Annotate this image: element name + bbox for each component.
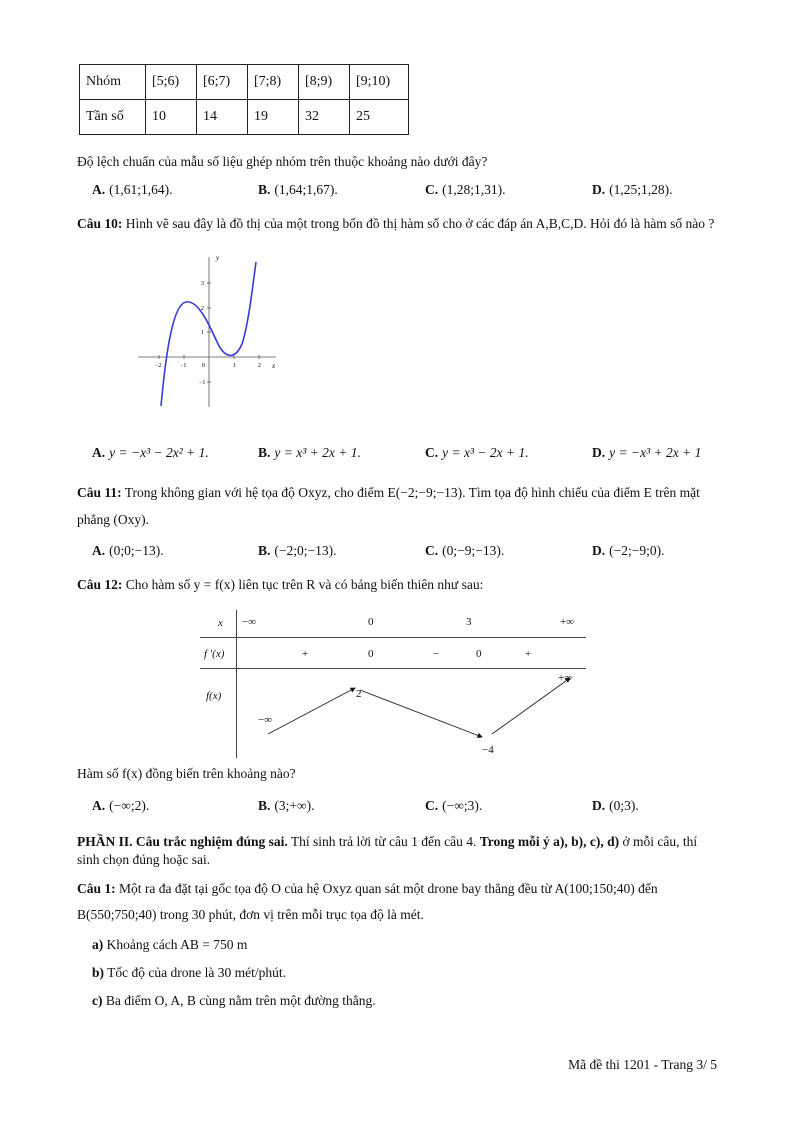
decreasing-arrow — [360, 690, 482, 737]
derivative-sign: + — [302, 648, 309, 660]
question-text: Một ra đa đặt tại gốc tọa độ O của hệ Oxyz quan sát một drone bay thẳng đều từ A(100;150;40) đến B(550;750;40) trong 30 phút, đơn vị trên mỗi trục tọa độ là mét. — [77, 881, 658, 922]
function-value: −4 — [482, 744, 494, 756]
p2q1-item-c[interactable]: c) Ba điểm O, A, B cùng nằm trên một đường thẳng. — [92, 993, 376, 1008]
derivative-sign: 0 — [368, 648, 374, 660]
q12-stem — [77, 575, 717, 596]
function-value: 2 — [356, 688, 362, 700]
table-cell: 25 — [350, 100, 409, 135]
q9-option-d[interactable]: D. (1,25;1,28). — [592, 182, 673, 197]
table-cell: [9;10) — [350, 65, 409, 100]
q11-option-c[interactable]: C. (0;−9;−13). — [425, 543, 505, 558]
x-value: +∞ — [560, 616, 575, 628]
q12-option-b[interactable]: B. (3;+∞). — [258, 798, 315, 813]
function-row-label: f(x) — [206, 690, 222, 702]
p2q1-item-a[interactable]: a) Khoảng cách AB = 750 m — [92, 937, 248, 952]
p2q1-stem — [77, 876, 717, 927]
derivative-sign: 0 — [476, 648, 482, 660]
y-axis-label: y — [216, 254, 220, 262]
variation-arrows — [200, 610, 590, 760]
increasing-arrow — [492, 678, 570, 734]
table-cell: [5;6) — [146, 65, 197, 100]
q12-options — [92, 798, 732, 820]
x-value: 3 — [466, 616, 472, 628]
q11-option-a[interactable]: A. (0;0;−13). — [92, 543, 164, 558]
x-tick-label: 0 — [202, 363, 205, 369]
table-row — [80, 100, 409, 135]
frequency-table — [79, 64, 409, 135]
part2-title: PHẦN II. Câu trắc nghiệm đúng sai. — [77, 834, 288, 849]
x-value: 0 — [368, 616, 374, 628]
question-text: Cho hàm số y = f(x) liên tục trên R và có bảng biến thiên như sau: — [125, 577, 484, 592]
y-tick-label: 1 — [201, 330, 204, 336]
q12-option-d[interactable]: D. (0;3). — [592, 798, 639, 813]
derivative-row-label: f '(x) — [204, 648, 225, 660]
y-tick-label: −1 — [199, 380, 206, 386]
question-text: Hình vẽ sau đây là đồ thị của một trong bốn đồ thị hàm số cho ở các đáp án A,B,C,D. Hỏi đó là hàm số nào ? — [125, 216, 715, 231]
y-tick-label: 3 — [201, 281, 204, 287]
y-tick-label: 2 — [201, 306, 204, 312]
part2-emphasis: Trong mỗi ý a), b), c), d) — [479, 834, 620, 849]
part2-intro2: ở mỗi câu, thí sinh chọn đúng hoặc sai. — [77, 834, 698, 867]
x-value: −∞ — [242, 616, 257, 628]
q9-option-c[interactable]: C. (1,28;1,31). — [425, 182, 506, 197]
x-row-label: x — [218, 617, 223, 629]
table-cell: 14 — [197, 100, 248, 135]
q11-option-b[interactable]: B. (−2;0;−13). — [258, 543, 337, 558]
q12-question: Hàm số f(x) đồng biến trên khoảng nào? — [77, 766, 296, 781]
function-value: +∞ — [558, 672, 573, 684]
table-cell: [7;8) — [248, 65, 299, 100]
q10-option-a[interactable]: A. y = −x³ − 2x² + 1. — [92, 445, 209, 460]
question-number: Câu 11: — [77, 485, 122, 500]
q10-option-d[interactable]: D. y = −x³ + 2x + 1 — [592, 445, 702, 460]
q10-option-b[interactable]: B. y = x³ + 2x + 1. — [258, 445, 361, 460]
page-footer: Mã đề thi 1201 - Trang 3/ 5 — [568, 1057, 717, 1072]
table-cell: 19 — [248, 100, 299, 135]
q11-options — [92, 543, 732, 565]
q10-options — [92, 445, 732, 467]
q9-text: Độ lệch chuẩn của mẫu số liệu ghép nhóm trên thuộc khoảng nào dưới đây? — [77, 154, 488, 169]
function-graph — [138, 252, 283, 412]
function-value: −∞ — [258, 714, 273, 726]
x-tick-label: 1 — [233, 363, 236, 369]
x-tick-label: −2 — [155, 363, 162, 369]
function-curve — [161, 262, 256, 406]
table-header-cell: Nhóm — [80, 65, 146, 100]
derivative-sign: + — [525, 648, 532, 660]
q10-option-c[interactable]: C. y = x³ − 2x + 1. — [425, 445, 529, 460]
p2q1-item-b[interactable]: b) Tốc độ của drone là 30 mét/phút. — [92, 965, 286, 980]
variation-table — [200, 610, 590, 760]
table-row — [80, 65, 409, 100]
q12-option-a[interactable]: A. (−∞;2). — [92, 798, 150, 813]
x-axis-label: x — [272, 362, 276, 370]
question-number: Câu 10: — [77, 216, 123, 231]
table-header-cell: Tần số — [80, 100, 146, 135]
q12-option-c[interactable]: C. (−∞;3). — [425, 798, 483, 813]
table-cell: [6;7) — [197, 65, 248, 100]
derivative-sign: − — [433, 648, 440, 660]
q9-option-a[interactable]: A. (1,61;1,64). — [92, 182, 173, 197]
table-cell: 32 — [299, 100, 350, 135]
part2-intro: Thí sinh trả lời từ câu 1 đến câu 4. — [287, 834, 480, 849]
x-tick-label: −1 — [180, 363, 187, 369]
q11-option-d[interactable]: D. (−2;−9;0). — [592, 543, 665, 558]
q10-stem — [77, 214, 717, 235]
question-number: Câu 1: — [77, 881, 116, 896]
q9-option-b[interactable]: B. (1,64;1,67). — [258, 182, 338, 197]
question-number: Câu 12: — [77, 577, 123, 592]
x-tick-label: 2 — [258, 363, 261, 369]
q9-options — [92, 182, 732, 204]
increasing-arrow — [268, 688, 355, 734]
q11-stem — [77, 479, 717, 533]
question-text: Trong không gian với hệ tọa độ Oxyz, cho điểm E(−2;−9;−13). Tìm tọa độ hình chiếu của điểm E trên mặt phẳng (Oxy). — [77, 485, 700, 527]
table-cell: 10 — [146, 100, 197, 135]
table-cell: [8;9) — [299, 65, 350, 100]
part2-heading — [77, 833, 717, 868]
